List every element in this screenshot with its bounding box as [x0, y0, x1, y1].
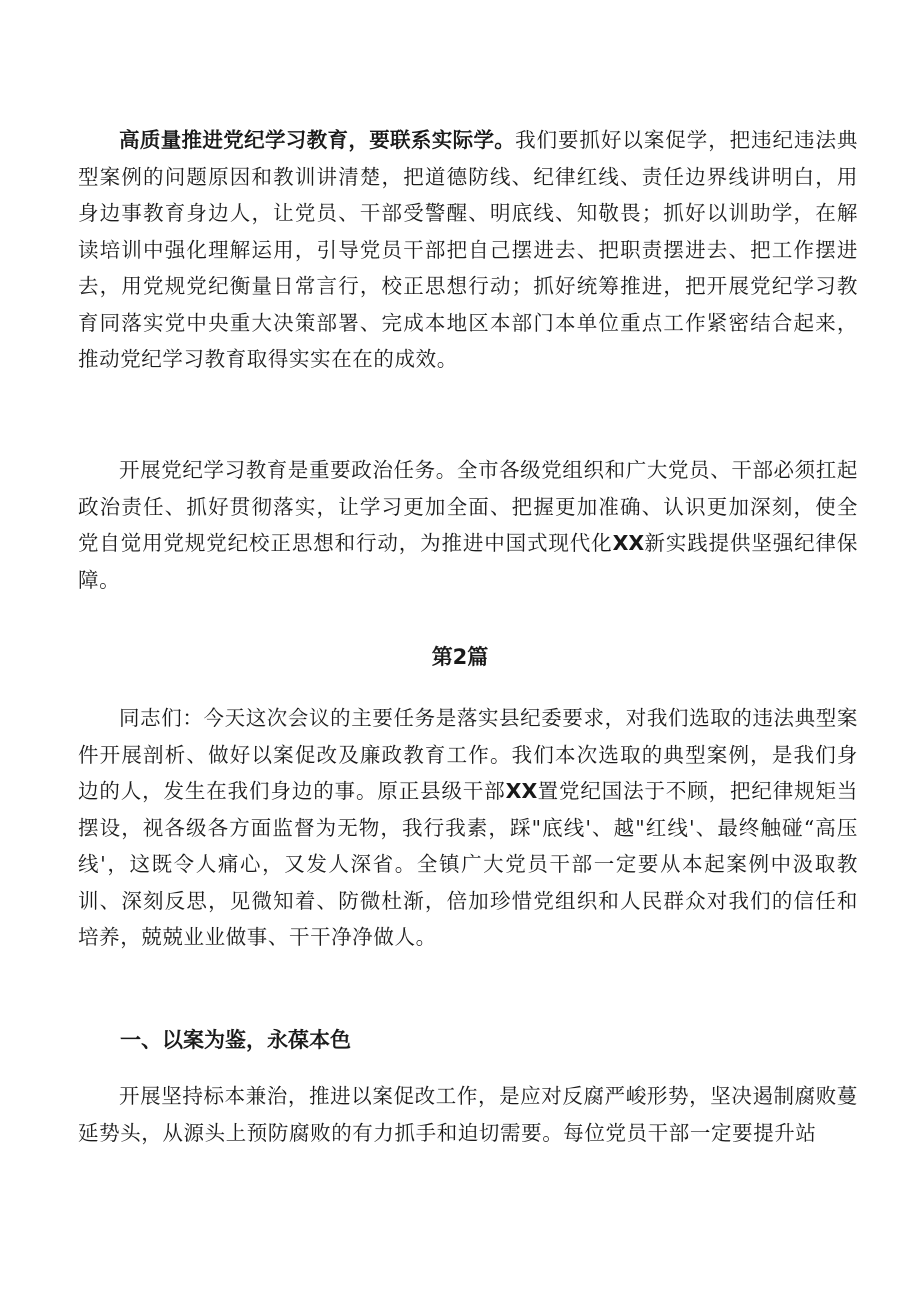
- article-title: 第2篇: [431, 645, 489, 669]
- paragraph-body-end: 新实践提供坚强纪律保障。: [78, 531, 859, 592]
- placeholder-xx: XX: [505, 779, 538, 803]
- paragraph-case-reform: [78, 1078, 858, 1151]
- paragraph-body: 我们要抓好以案促学，把违纪违法典型案例的问题原因和教训讲清楚，把道德防线、纪律红线、责任边界线讲明白，用身边事教育身边人，让党员、干部受警醒、明底线、知敬畏；抓好以训助学，在解读培训中强化理解运用，引导党员干部把自己摆进去、把职责摆进去、把工作摆进去，用党规党纪衡量日常言行，校正思想行动；抓好统筹推进，把开展党纪学习教育同落实党中央重大决策部署、完成本地区本部门本单位重点工作紧密结合起来，推动党纪学习教育取得实实在在的成效。: [78, 128, 859, 371]
- paragraph-lead-sentence: 高质量推进党纪学习教育，要联系实际学。: [119, 128, 516, 152]
- paragraph-body-start: 开展党纪学习教育是重要政治任务。全市各级党组织和广大党员、干部必须扛起政治责任、抓好贯彻落实，让学习更加全面、把握更加准确、认识更加深刻，使全党自觉用党规党纪校正思想和行动，为推进中国式现代化: [78, 458, 858, 555]
- paragraph-meeting-intro: [78, 700, 858, 956]
- section-heading: 一、以案为鉴，永葆本色: [120, 1028, 351, 1052]
- paragraph-political-task: [78, 452, 858, 598]
- placeholder-xx: XX: [612, 531, 645, 555]
- paragraph-body-start: 同志们：今天这次会议的主要任务是落实县纪委要求，对我们选取的违法典型案件开展剖析、做好以案促改及廉政教育工作。我们本次选取的典型案例，是我们身边的人，发生在我们身边的事。原正县级干部: [78, 706, 858, 803]
- paragraph-practical-study: [78, 122, 858, 378]
- paragraph-body-end: 置党纪国法于不顾，把纪律规矩当摆设，视各级各方面监督为无物，我行我素，踩"底线'、越"红线'、最终触碰“高压线'，这既令人痛心，又发人深省。全镇广大党员干部一定要从本起案例中汲取教训、深刻反思，见微知着、防微杜渐，倍加珍惜党组织和人民群众对我们的信任和培养，兢兢业业做事、干干净净做人。: [78, 779, 859, 949]
- paragraph-body: 开展坚持标本兼治，推进以案促改工作，是应对反腐严峻形势，坚决遏制腐败蔓延势头，从源头上预防腐败的有力抓手和迫切需要。每位党员干部一定要提升站: [78, 1084, 858, 1145]
